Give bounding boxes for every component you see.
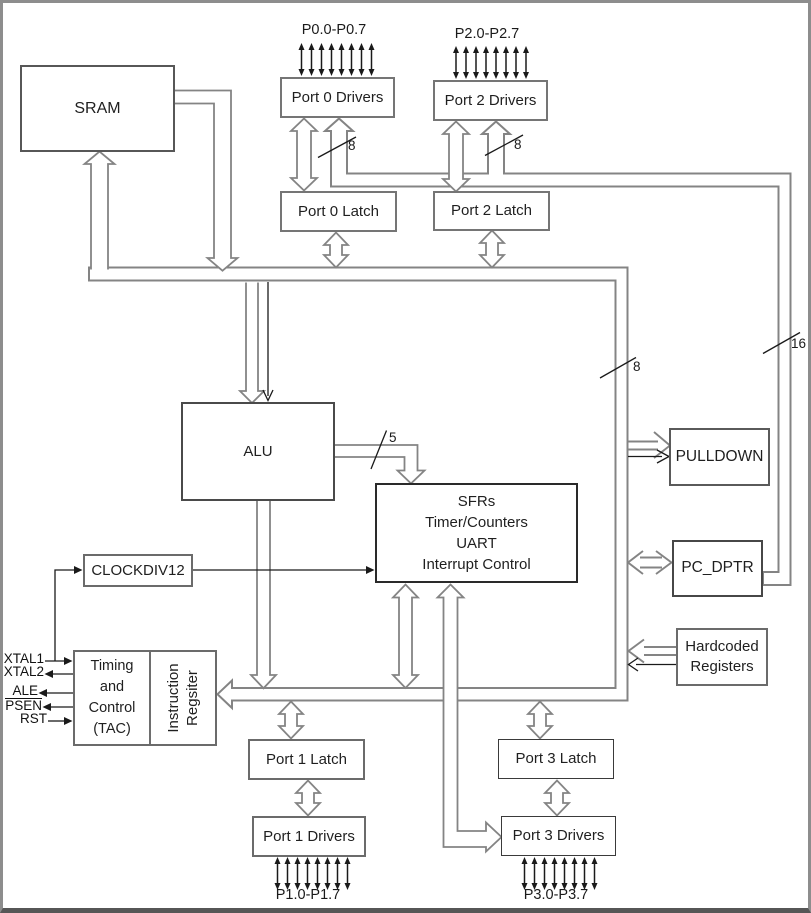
- ale-line: [39, 689, 74, 697]
- width-port2: 8: [514, 137, 522, 152]
- clockdiv-block: CLOCKDIV12: [83, 554, 193, 587]
- port0-drivers-latch-arrow: [291, 119, 317, 191]
- rst-line: [48, 717, 73, 725]
- bus-port1latch-arrow: [279, 702, 303, 739]
- timing-control-block: [73, 650, 217, 746]
- sram-to-bus-arrow: [175, 91, 238, 271]
- port1-drivers-block: Port 1 Drivers: [252, 816, 366, 857]
- sfr-to-port3drivers-path: [438, 585, 502, 852]
- port2-latch-block: Port 2 Latch: [433, 191, 550, 231]
- hardcoded-line-2: Registers: [690, 658, 754, 675]
- bus-to-alu-arrow: [240, 282, 273, 403]
- hardcoded-line-1: Hardcoded: [685, 638, 759, 655]
- sfr-bus-double-arrow: [393, 585, 418, 689]
- port3-pins-label: P3.0-P3.7: [523, 887, 589, 903]
- port0-pins-label: P0.0-P0.7: [301, 22, 367, 38]
- width-alu-sfr: 5: [389, 430, 397, 445]
- pc-dptr-block: PC_DPTR: [672, 540, 763, 597]
- port2-drivers-latch-arrow: [443, 122, 469, 192]
- bus-to-sram-arrow: [85, 152, 115, 270]
- alu-block: ALU: [181, 402, 335, 501]
- port0-latch-block: Port 0 Latch: [280, 191, 397, 232]
- port1-pins-label: P1.0-P1.7: [275, 887, 341, 903]
- clockdiv-to-sfr-line: [193, 566, 375, 574]
- xtal1-label: XTAL1: [3, 651, 44, 666]
- width-address: 16: [791, 336, 807, 351]
- port0-latch-bus-arrow: [324, 233, 348, 268]
- sfr-line-3: UART: [456, 535, 497, 552]
- port2-drivers-block: Port 2 Drivers: [433, 80, 548, 121]
- port1-pins: [275, 857, 351, 890]
- port0-drivers-block: Port 0 Drivers: [280, 77, 395, 118]
- sfr-line-2: Timer/Counters: [425, 514, 528, 531]
- bus-pcdptr-double-arrow: [628, 551, 672, 574]
- port1-latch-drivers-arrow: [296, 781, 320, 816]
- psen-line: [43, 703, 74, 711]
- port3-latch-drivers-arrow: [545, 781, 569, 816]
- sfr-line-1: SFRs: [457, 493, 496, 510]
- hardcoded-to-bus-arrows: [629, 640, 677, 672]
- alu-to-sfr-arrow: [335, 445, 425, 484]
- width-port0: 8: [348, 138, 356, 153]
- sfr-block: [375, 483, 578, 583]
- port0-pins: [299, 43, 375, 76]
- port3-latch-block: Port 3 Latch: [498, 739, 614, 779]
- tac-label: Timing and Control (TAC): [88, 658, 136, 737]
- rst-label: RST: [20, 711, 47, 726]
- alu-to-bus-arrow: [251, 500, 276, 688]
- bus-port3latch-arrow: [528, 702, 552, 739]
- hardcoded-registers-block: [676, 628, 768, 686]
- port2-pins-label: P2.0-P2.7: [454, 26, 520, 42]
- ale-label: ALE: [12, 683, 38, 698]
- bus-to-pulldown-arrows: [628, 432, 670, 463]
- port3-drivers-block: Port 3 Drivers: [501, 816, 616, 856]
- pulldown-block: PULLDOWN: [669, 428, 770, 486]
- port2-latch-bus-arrow: [480, 231, 504, 268]
- port2-pins: [453, 46, 529, 79]
- xtal2-line: [45, 670, 74, 678]
- width-data: 8: [633, 359, 641, 374]
- port1-latch-block: Port 1 Latch: [248, 739, 365, 780]
- sram-block: SRAM: [20, 65, 175, 152]
- sfr-line-4: Interrupt Control: [422, 556, 531, 573]
- port3-pins: [522, 857, 598, 890]
- instruction-register-block: [149, 652, 215, 744]
- psen-label: PSEN: [5, 698, 42, 713]
- instruction-register-label: Instruction Regsiter: [165, 663, 201, 733]
- xtal2-label: XTAL2: [3, 664, 44, 679]
